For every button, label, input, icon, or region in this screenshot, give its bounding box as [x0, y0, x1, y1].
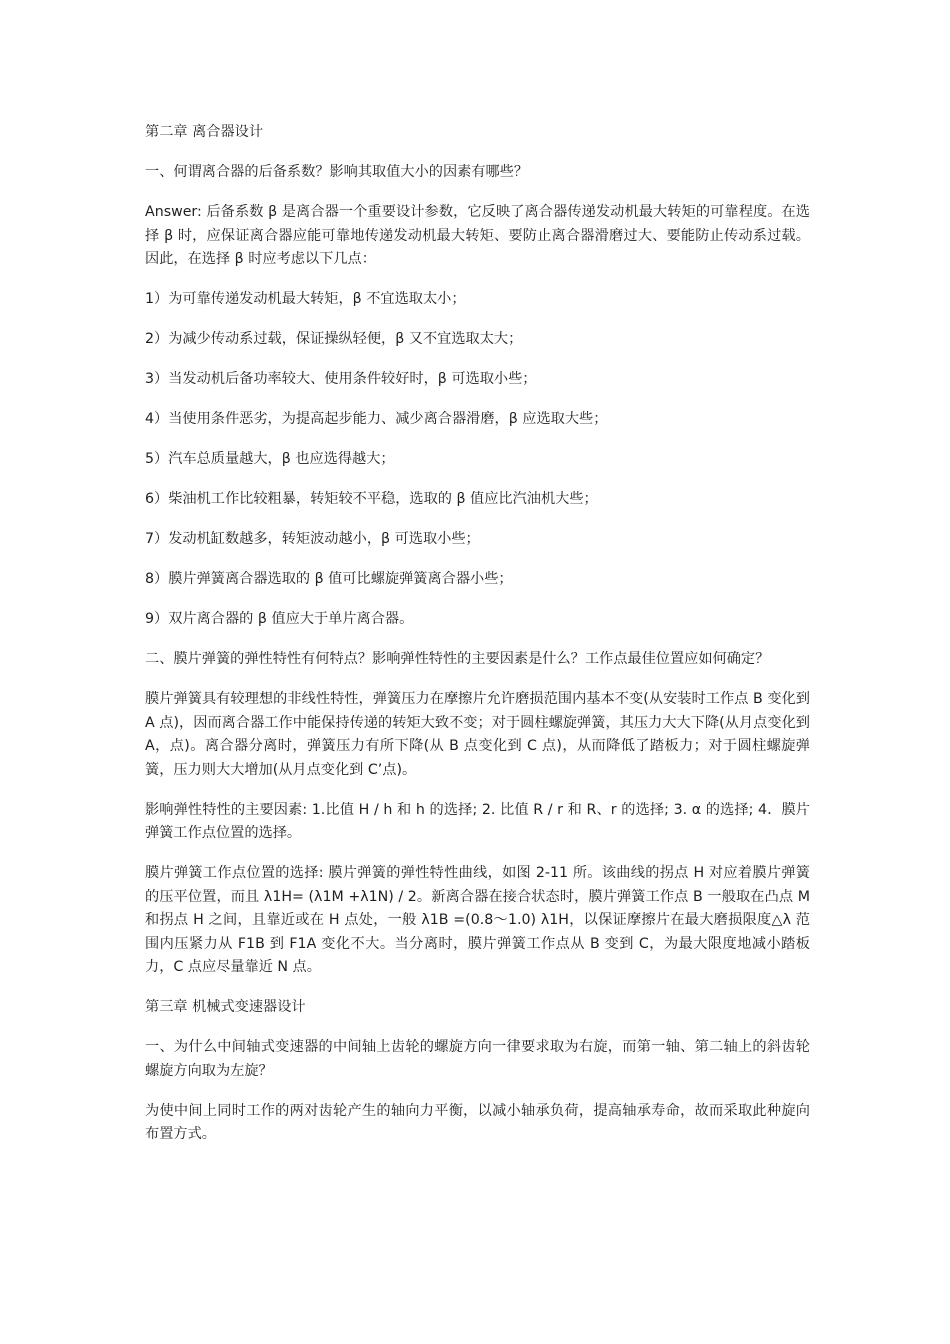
answer-3-1: 为使中间上同时工作的两对齿轮产生的轴向力平衡，以减小轴承负荷，提高轴承寿命，故而采取此种旋向布置方式。 [145, 1102, 810, 1142]
chapter-3-heading: 第三章 机械式变速器设计 [145, 999, 306, 1015]
list-item-9: 9）双片离合器的 β 值应大于单片离合器。 [145, 611, 414, 627]
list-item-5: 5）汽车总质量越大，β 也应选得越大； [145, 451, 395, 467]
answer-2-2-factors: 影响弹性特性的主要因素: 1.比值 H / h 和 h 的选择; 2. 比值 R / r 和 R、r 的选择; 3. α 的选择; 4．膜片弹簧工作点位置的选择。 [145, 801, 810, 841]
list-item-4: 4）当使用条件恶劣，为提高起步能力、减少离合器滑磨，β 应选取大些； [145, 411, 608, 427]
question-3-1: 一、为什么中间轴式变速器的中间轴上齿轮的螺旋方向一律要求取为右旋，而第一轴、第二轴上的斜齿轮螺旋方向取为左旋？ [145, 1039, 810, 1079]
list-item-7: 7）发动机缸数越多，转矩波动越小，β 可选取小些； [145, 531, 480, 547]
question-2-2: 二、膜片弹簧的弹性特性有何特点？影响弹性特性的主要因素是什么？工作点最佳位置应如何确定？ [145, 651, 770, 667]
document-body [145, 121, 810, 1163]
list-item-3: 3）当发动机后备功率较大、使用条件较好时，β 可选取小些； [145, 371, 537, 387]
list-item-1: 1）为可靠传递发动机最大转矩，β 不宜选取太小； [145, 291, 466, 307]
list-item-8: 8）膜片弹簧离合器选取的 β 值可比螺旋弹簧离合器小些； [145, 571, 513, 587]
answer-2-1-intro: Answer: 后备系数 β 是离合器一个重要设计参数，它反映了离合器传递发动机最大转矩的可靠程度。在选择 β 时，应保证离合器应能可靠地传递发动机最大转矩、要防止离合器滑磨过大、要能防止传动系过载。因此，在选择 β 时应考虑以下几点： [145, 204, 810, 267]
list-item-6: 6）柴油机工作比较粗暴，转矩较不平稳，选取的 β 值应比汽油机大些； [145, 491, 598, 507]
question-2-1: 一、何谓离合器的后备系数？影响其取值大小的因素有哪些？ [145, 164, 529, 180]
answer-2-2-working-point: 膜片弹簧工作点位置的选择: 膜片弹簧的弹性特性曲线，如图 2-11 所。该曲线的拐点 H 对应着膜片弹簧的压平位置，而且 λ1H= (λ1M +λ1N) / 2。新离合器在接合状态时，膜片弹簧工作点 B 一般取在凸点 M 和拐点 H 之间，且靠近或在 H 点处，一般 λ1B =(0.8～1.0) λ1H，以保证摩擦片在最大磨损限度△λ 范围内压紧力从 F1B 到 F1A 变化不大。当分离时，膜片弹簧工作点从 B 变到 C，为最大限度地减小踏板力，C 点应尽量靠近 N 点。 [145, 865, 810, 975]
list-item-2: 2）为减少传动系过载，保证操纵轻便，β 又不宜选取太大； [145, 331, 523, 347]
chapter-2-heading: 第二章 离合器设计 [145, 124, 264, 140]
answer-2-2-characteristics: 膜片弹簧具有较理想的非线性特性，弹簧压力在摩擦片允许磨损范围内基本不变(从安装时工作点 B 变化到 A 点)，因而离合器工作中能保持传递的转矩大致不变；对于圆柱螺旋弹簧，其压力大大下降(从月点变化到 A，点)。离合器分离时，弹簧压力有所下降(从 B 点变化到 C 点)，从而降低了踏板力；对于圆柱螺旋弹簧，压力则大大增加(从月点变化到 C’点)。 [145, 691, 810, 778]
